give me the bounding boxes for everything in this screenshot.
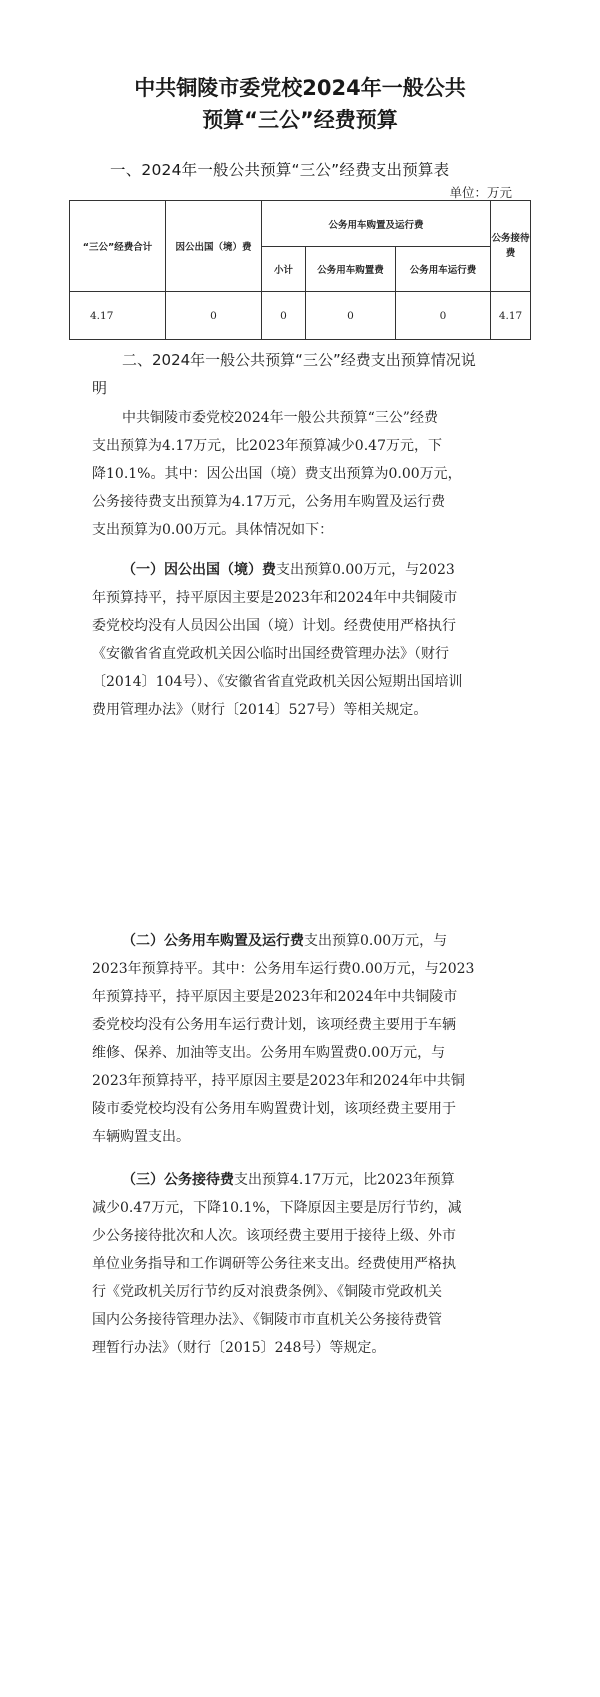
item2-line: 陵市委党校均没有公务用车购置费计划，该项经费主要用于	[92, 1101, 456, 1117]
header-subtotal: 小计	[262, 247, 306, 292]
item2-paragraph	[92, 927, 510, 1151]
header-vehicle-group: 公务用车购置及运行费	[262, 201, 491, 247]
intro-line: 降10.1%。其中：因公出国（境）费支出预算为0.00万元，	[92, 466, 462, 482]
item3-paragraph	[92, 1166, 510, 1362]
item1-lead: （一）因公出国（境）费	[122, 562, 276, 578]
item1-paragraph	[92, 556, 510, 724]
item2-first-line	[92, 927, 510, 955]
item1-line: 〔2014〕104号）、《安徽省省直党政机关因公短期出国培训	[92, 674, 463, 690]
item1-line: 年预算持平，持平原因主要是2023年和2024年中共铜陵市	[92, 590, 458, 606]
item3-lead: （三）公务接待费	[122, 1172, 234, 1188]
intro-paragraph	[92, 404, 510, 544]
page-title-line2: 预算“三公”经费预算	[202, 108, 398, 132]
header-operation: 公务用车运行费	[396, 247, 491, 292]
item1-line: 《安徽省省直党政机关因公临时出国经费管理办法》（财行	[92, 646, 449, 662]
header-reception: 公务接待费	[491, 201, 531, 292]
intro-line: 支出预算为0.00万元。具体情况如下：	[92, 522, 334, 538]
value-reception: 4.17	[491, 292, 531, 340]
header-total: “三公”经费合计	[70, 201, 166, 292]
item2-first: 支出预算0.00万元，与	[304, 933, 448, 949]
item3-line: 少公务接待批次和人次。该项经费主要用于接待上级、外市	[92, 1228, 456, 1244]
item1-first-line	[92, 556, 510, 584]
header-purchase: 公务用车购置费	[306, 247, 396, 292]
value-abroad: 0	[166, 292, 262, 340]
item1-first: 支出预算0.00万元，与2023	[276, 562, 455, 578]
item3-first-line	[92, 1166, 510, 1194]
intro-line: 公务接待费支出预算为4.17万元，公务用车购置及运行费	[92, 494, 446, 510]
intro-line: 支出预算为4.17万元，比2023年预算减少0.47万元，下	[92, 438, 442, 454]
item3-line: 国内公务接待管理办法》、《铜陵市市直机关公务接待费管	[92, 1312, 442, 1328]
section2-heading-line1: 二、2024年一般公共预算“三公”经费支出预算情况说	[122, 351, 476, 369]
section2-heading-line2: 明	[92, 379, 108, 397]
item2-line: 年预算持平，持平原因主要是2023年和2024年中共铜陵市	[92, 989, 458, 1005]
budget-table	[69, 200, 531, 340]
item3-line: 单位业务指导和工作调研等公务往来支出。经费使用严格执	[92, 1256, 456, 1272]
item3-line: 理暂行办法》（财行〔2015〕248号）等规定。	[92, 1340, 386, 1356]
item2-line: 车辆购置支出。	[92, 1129, 190, 1145]
item2-line: 2023年预算持平。其中：公务用车运行费0.00万元，与2023	[92, 961, 475, 977]
value-subtotal: 0	[262, 292, 306, 340]
value-purchase: 0	[306, 292, 396, 340]
unit-label: 单位：万元	[449, 185, 512, 200]
page-title-line1: 中共铜陵市委党校2024年一般公共	[134, 76, 466, 100]
item3-line: 减少0.47万元，下降10.1%，下降原因主要是厉行节约，减	[92, 1200, 462, 1216]
item1-line: 委党校均没有人员因公出国（境）计划。经费使用严格执行	[92, 618, 456, 634]
header-abroad: 因公出国（境）费	[166, 201, 262, 292]
item2-line: 2023年预算持平，持平原因主要是2023年和2024年中共铜	[92, 1073, 465, 1089]
intro-line: 中共铜陵市委党校2024年一般公共预算“三公”经费	[122, 410, 438, 426]
item2-line: 委党校均没有公务用车运行费计划，该项经费主要用于车辆	[92, 1017, 456, 1033]
value-operation: 0	[396, 292, 491, 340]
item2-line: 维修、保养、加油等支出。公务用车购置费0.00万元，与	[92, 1045, 446, 1061]
value-total: 4.17	[70, 292, 166, 340]
item2-lead: （二）公务用车购置及运行费	[122, 933, 304, 949]
section1-heading: 一、2024年一般公共预算“三公”经费支出预算表	[110, 161, 450, 179]
item3-first: 支出预算4.17万元，比2023年预算	[234, 1172, 455, 1188]
item3-line: 行《党政机关厉行节约反对浪费条例》、《铜陵市党政机关	[92, 1284, 442, 1300]
section2-heading	[92, 346, 510, 402]
item1-line: 费用管理办法》（财行〔2014〕527号）等相关规定。	[92, 702, 428, 718]
